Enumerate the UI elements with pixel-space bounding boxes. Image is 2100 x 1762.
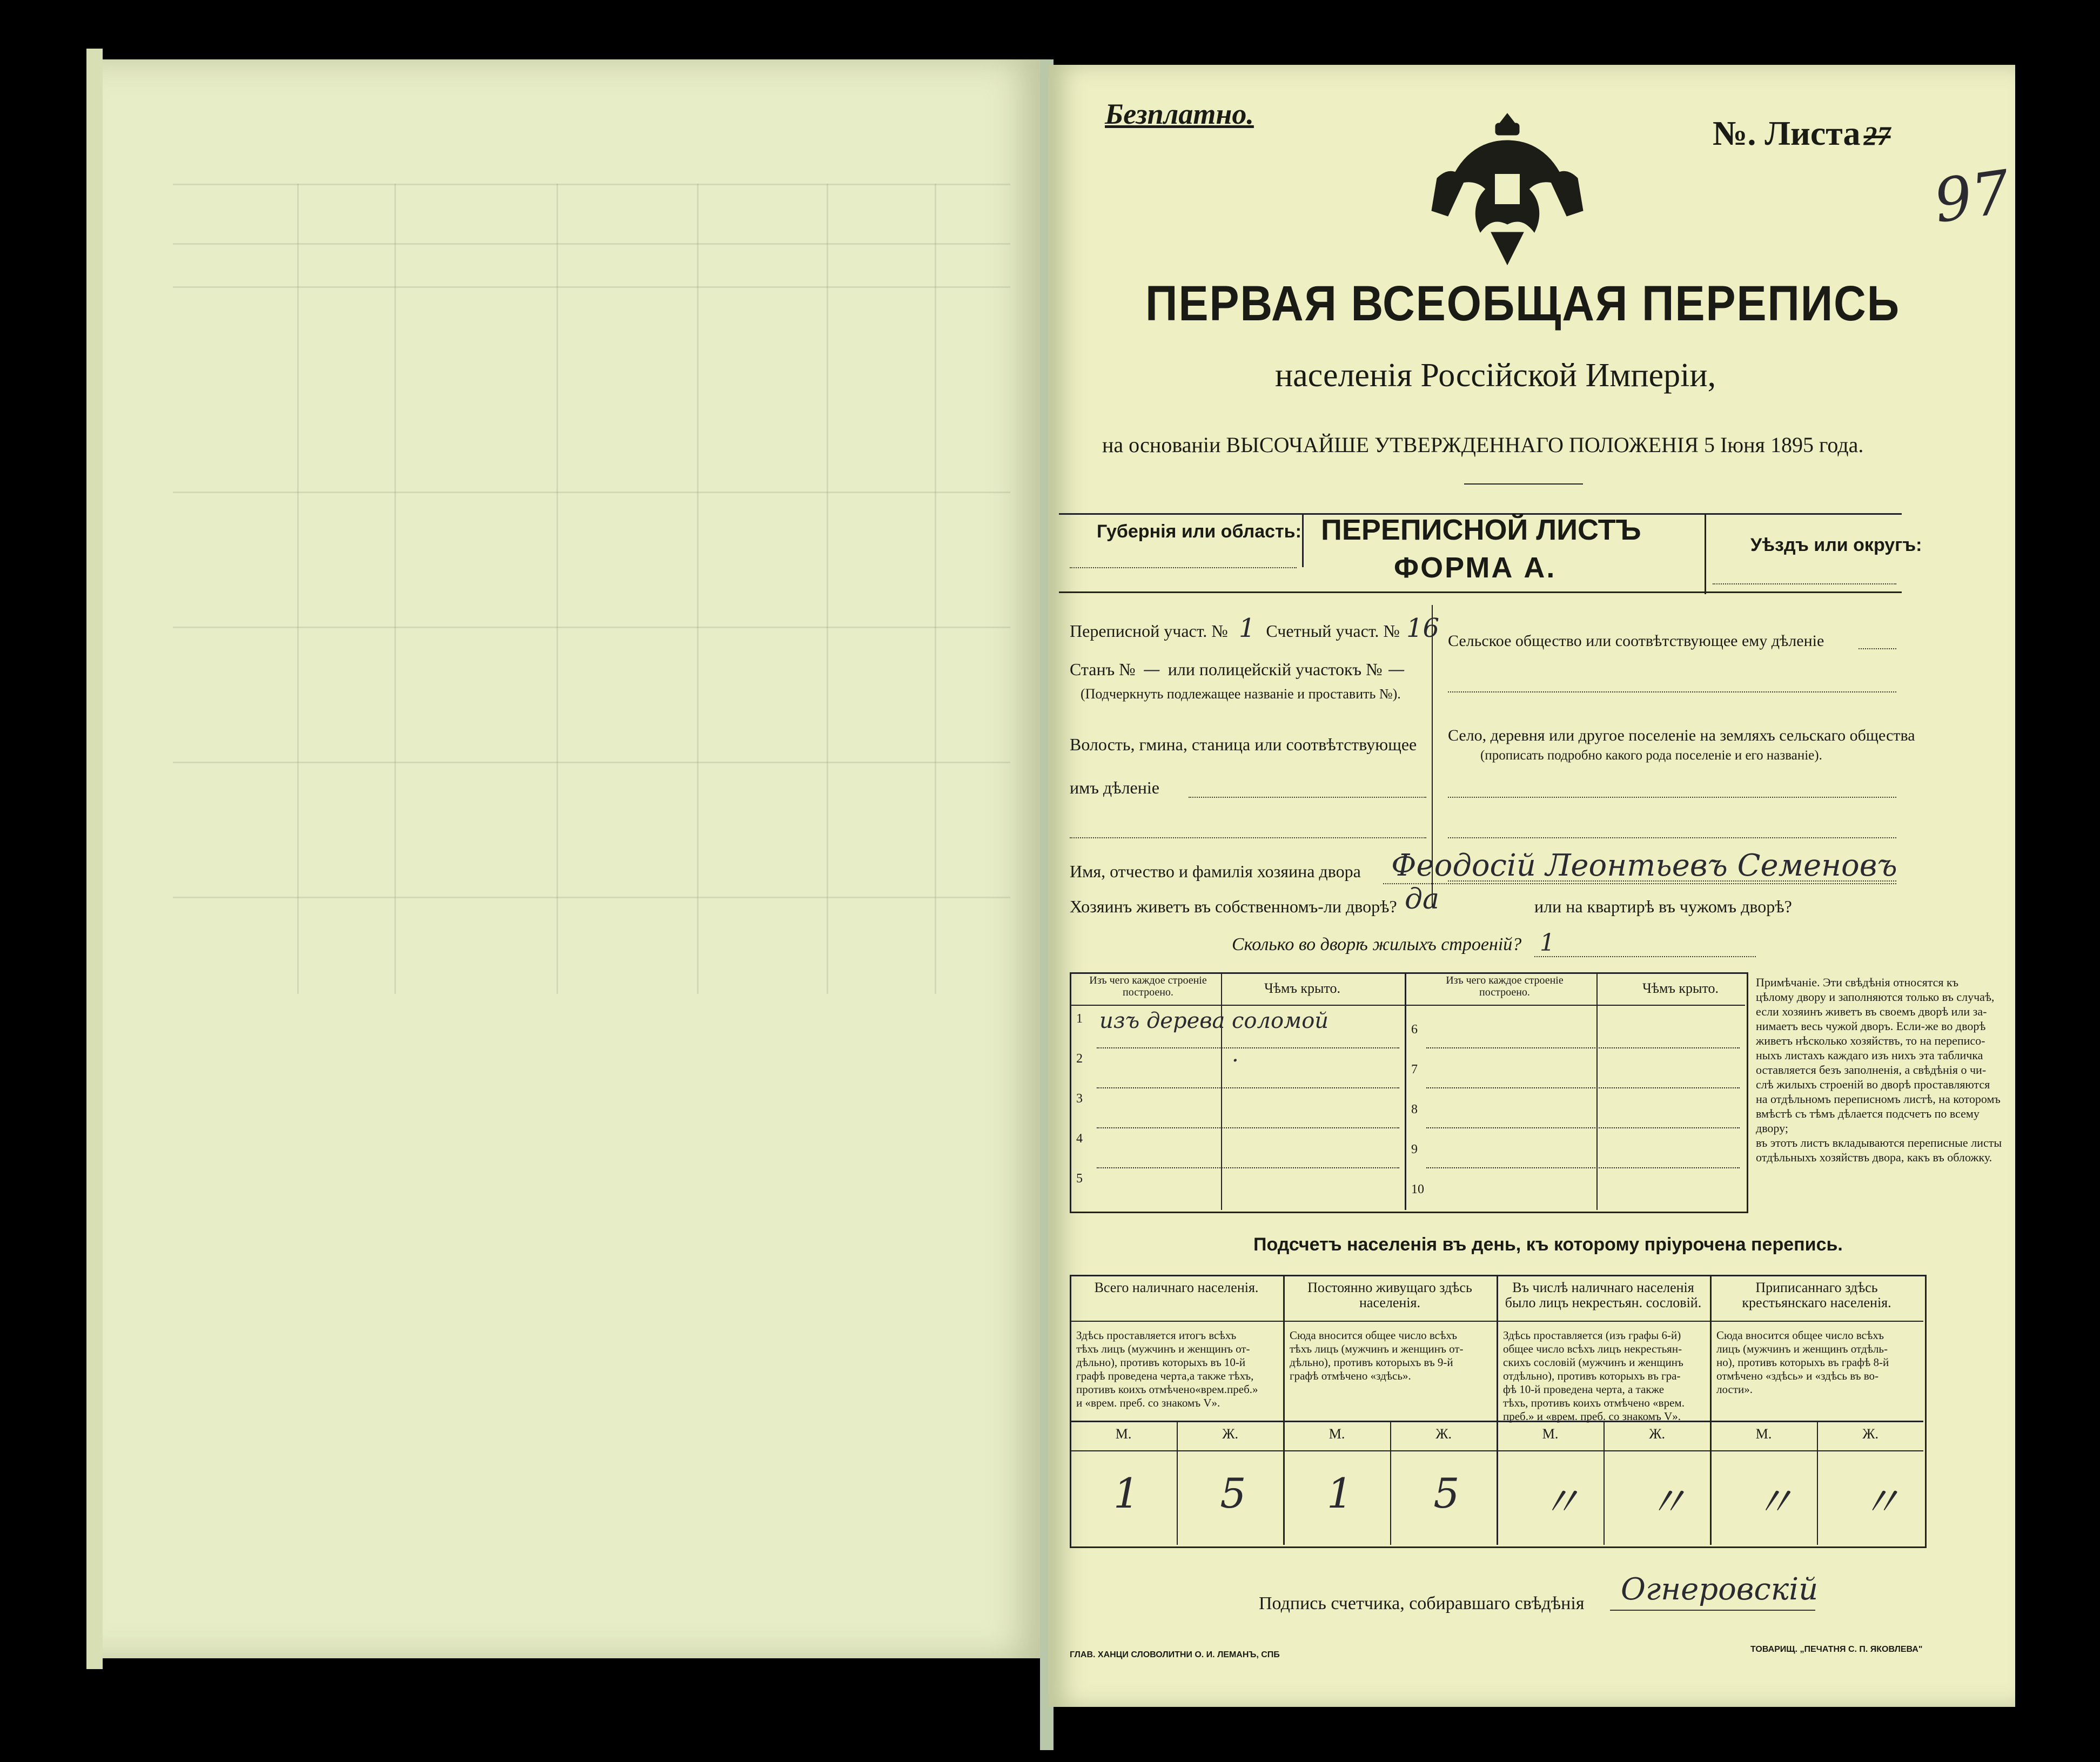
population-col-head: Приписаннаго здѣсь крестьянскаго населенія. <box>1742 1280 1891 1310</box>
census-section-row <box>1070 613 1439 643</box>
ghost-rule <box>697 184 699 994</box>
population-desc-line: тѣхъ лицъ (мужчинъ и женщинъ от- <box>1076 1342 1250 1355</box>
ghost-rule <box>173 627 1010 628</box>
ghost-rule <box>556 184 558 994</box>
ghost-rule <box>827 184 828 994</box>
male-label: М. <box>1115 1426 1132 1442</box>
male-count[interactable]: 〃 <box>1540 1478 1581 1526</box>
settlement-note: (прописать подробно какого рода поселеніе и его названіе). <box>1480 748 1822 763</box>
sheet-number-handwritten: 97 <box>1929 157 2015 237</box>
population-desc-line: фѣ 10-й проведена черта, а также <box>1503 1383 1665 1396</box>
population-table <box>1070 1275 1927 1548</box>
population-desc-line: графѣ отмѣчено «здѣсь». <box>1290 1369 1411 1382</box>
population-desc-line: отдѣльно), противъ которыхъ въ гра- <box>1503 1369 1681 1382</box>
col-roof-header: Чѣмъ крыто. <box>1264 980 1341 996</box>
female-count[interactable]: 5 <box>1220 1469 1246 1517</box>
ornament-divider <box>1464 483 1583 485</box>
col-material-header: Изъ чего каждое строеніе построено. <box>1089 974 1207 998</box>
population-col-rule <box>1497 1275 1498 1545</box>
sheet-number-prefix: №. Листа <box>1713 114 1861 152</box>
population-desc-line: дѣльно), противъ которыхъ въ 10-й <box>1076 1356 1246 1369</box>
form-subtitle: населенія Россійской Имперіи, <box>1275 357 1716 394</box>
note-line: вмѣстѣ съ тѣмъ дѣлается подсчетъ по всему двору; <box>1756 1107 1980 1135</box>
note-line: Примѣчаніе. Эти свѣдѣнія относятся къ <box>1756 976 1959 989</box>
header-bottom-rule <box>1059 591 1902 593</box>
owner-label: Имя, отчество и фамилія хозяина двора <box>1070 862 1361 881</box>
free-label: Безплатно. <box>1105 98 1254 130</box>
population-desc-line: дѣльно), противъ которыхъ въ 9-й <box>1290 1356 1453 1369</box>
ghost-rule <box>297 184 299 994</box>
header-rule <box>1705 513 1706 594</box>
volost-field[interactable] <box>1189 797 1426 798</box>
owner-name-value[interactable]: Феодосій Леонтьевъ Семеновъ <box>1391 848 1897 883</box>
table-row-rule <box>1426 1047 1740 1048</box>
table-row-rule <box>1097 1127 1399 1128</box>
page-stack-edge <box>86 49 103 1669</box>
note-line: на отдѣльномъ переписномъ листѣ, на которомъ <box>1756 1092 2001 1106</box>
male-count[interactable]: 〃 <box>1753 1478 1795 1526</box>
village-society-label: Сельское общество или соотвѣтствующее ему дѣленіе <box>1448 632 1824 650</box>
population-rule <box>1070 1450 1923 1451</box>
population-col-head: Въ числѣ наличнаго населенія было лицъ некрестьян. сословій. <box>1505 1280 1702 1310</box>
male-label: М. <box>1542 1426 1559 1442</box>
ghost-rule <box>935 184 936 994</box>
population-rule <box>1070 1321 1923 1322</box>
female-label: Ж. <box>1862 1426 1879 1442</box>
building-material[interactable]: изъ дерева <box>1099 1008 1225 1033</box>
building-row-number: 6 <box>1411 1023 1418 1037</box>
ghost-rule <box>173 492 1010 493</box>
building-roof[interactable]: соломой <box>1232 1008 1329 1033</box>
population-desc-line: Здѣсь проставляется (изъ графы 6-й) <box>1503 1329 1681 1342</box>
count-section-label: Счетный участ. № <box>1266 621 1400 641</box>
table-row-rule <box>1426 1087 1740 1088</box>
count-section-value[interactable]: 16 <box>1406 613 1440 643</box>
population-desc-line: тѣхъ лицъ (мужчинъ и женщинъ от- <box>1290 1342 1464 1355</box>
building-row-number: 10 <box>1411 1182 1424 1196</box>
table-rule <box>1221 972 1222 1210</box>
table-row-rule <box>1097 1167 1399 1168</box>
male-label: М. <box>1755 1426 1772 1442</box>
ghost-rule <box>173 897 1010 898</box>
volost-label-1: Волость, гмина, станица или соотвѣтствующее <box>1070 735 1417 754</box>
stan-value[interactable]: — <box>1143 659 1160 680</box>
population-rule <box>1070 1421 1923 1422</box>
building-row-number: 1 <box>1076 1012 1083 1026</box>
village-society-field-2[interactable] <box>1448 691 1896 692</box>
census-form-page <box>1048 65 2015 1707</box>
own-yard-label: Хозяинъ живетъ въ собственномъ-ли дворѣ? <box>1070 897 1397 916</box>
buildings-value[interactable]: 1 <box>1540 929 1555 957</box>
note-line: ныхъ листахъ каждаго изъ нихъ эта табличка <box>1756 1048 1983 1062</box>
form-a-title: ФОРМА А. <box>1394 552 1556 584</box>
population-desc-line: но), противъ которыхъ въ графѣ 8-й <box>1716 1356 1889 1369</box>
building-row-number: 8 <box>1411 1102 1418 1117</box>
owner-name-field <box>1383 883 1896 884</box>
population-mf-rule <box>1177 1421 1178 1545</box>
printer-right: ТОВАРИЩ. „ПЕЧАТНЯ С. П. ЯКОВЛЕВА" <box>1750 1645 1923 1654</box>
female-label: Ж. <box>1222 1426 1239 1442</box>
population-col-desc <box>1290 1329 1490 1383</box>
village-society-field[interactable] <box>1859 648 1896 649</box>
ghost-rule <box>173 762 1010 763</box>
population-desc-line: противъ коихъ отмѣчено«врем.преб.» <box>1076 1383 1258 1396</box>
form-main-title: ПЕРВАЯ ВСЕОБЩАЯ ПЕРЕПИСЬ <box>1145 276 1900 331</box>
population-desc-line: лицъ (мужчинъ и женщинъ отдѣль- <box>1716 1342 1888 1355</box>
stan-label: Станъ № <box>1070 660 1136 679</box>
population-mf-rule <box>1603 1421 1605 1545</box>
volost-field-2[interactable] <box>1070 837 1426 838</box>
stan-row <box>1070 659 1405 680</box>
table-row-rule <box>1426 1127 1740 1128</box>
table-rule <box>1596 972 1598 1210</box>
building-row-number: 9 <box>1411 1142 1418 1156</box>
building-row-number: 4 <box>1076 1132 1083 1146</box>
female-count[interactable]: 〃 <box>1860 1478 1902 1526</box>
table-row-rule <box>1097 1047 1399 1048</box>
population-col-rule <box>1710 1275 1712 1545</box>
male-label: М. <box>1329 1426 1345 1442</box>
population-desc-line: скихъ сословій (мужчинъ и женщинъ <box>1503 1356 1683 1369</box>
population-desc-line: Сюда вносится общее число всѣхъ <box>1290 1329 1457 1342</box>
col-material-header-2: Изъ чего каждое строеніе построено. <box>1446 974 1564 998</box>
building-row-number: 2 <box>1076 1052 1083 1066</box>
own-yard-value[interactable]: да <box>1405 883 1439 916</box>
ghost-rule <box>394 184 396 994</box>
signature-value[interactable]: Огнеровскій <box>1621 1572 1819 1607</box>
buildings-label: Сколько во дворѣ жилыхъ строеній? <box>1232 934 1522 954</box>
note-line: цѣлому двору и заполняются только въ случаѣ, <box>1756 990 1995 1004</box>
sheet-number-label <box>1713 113 1891 153</box>
col-roof-header-2: Чѣмъ крыто. <box>1642 980 1719 996</box>
table-row-rule <box>1426 1167 1740 1168</box>
building-row-number: 7 <box>1411 1062 1418 1077</box>
printer-left: ГЛАВ. ХАНЦИ СЛОВОЛИТНИ О. И. ЛЕМАНЪ, СПБ <box>1070 1650 1280 1659</box>
population-desc-line: отмѣчено «здѣсь» и «здѣсь въ во- <box>1716 1369 1879 1382</box>
population-desc-line: Сюда вносится общее число всѣхъ <box>1716 1329 1884 1342</box>
census-section-label: Переписной участ. № <box>1070 621 1228 641</box>
apartment-label: или на квартирѣ въ чужомъ дворѣ? <box>1534 897 1792 916</box>
building-row-number: 5 <box>1076 1172 1083 1186</box>
note-line: если хозяинъ живетъ въ своемъ дворѣ или за- <box>1756 1005 1987 1018</box>
male-count[interactable]: 1 <box>1326 1469 1353 1517</box>
female-count[interactable]: 5 <box>1433 1469 1460 1517</box>
population-desc-line: общее число всѣхъ лицъ некрестьян- <box>1503 1342 1682 1355</box>
district-label: Уѣздъ или округъ: <box>1750 535 1922 555</box>
note-line: слѣ жилыхъ строеній во дворѣ проставляются <box>1756 1078 1990 1091</box>
building-row-number: 3 <box>1076 1092 1083 1106</box>
population-mf-rule <box>1390 1421 1391 1545</box>
settlement-field-2[interactable] <box>1448 837 1896 838</box>
census-section-value[interactable]: 1 <box>1238 613 1256 643</box>
population-desc-line: лости». <box>1716 1383 1753 1396</box>
note-line: нимаетъ весь чужой дворъ. Если-же во дворѣ <box>1756 1019 1986 1033</box>
female-count[interactable]: 〃 <box>1647 1478 1688 1526</box>
left-page <box>92 59 1043 1658</box>
note-line: отдѣльныхъ хозяйствъ двора, какъ въ обложку. <box>1756 1151 1992 1164</box>
province-label: Губернія или область: <box>1097 521 1301 542</box>
header-rule <box>1302 513 1304 567</box>
population-title: Подсчетъ населенія въ день, къ которому пріурочена перепись. <box>1253 1234 1843 1255</box>
buildings-field <box>1534 956 1756 957</box>
settlement-label: Село, деревня или другое поселеніе на земляхъ сельскаго общества <box>1448 727 1915 744</box>
note-line: оставляется безъ заполненія, а свѣдѣнія о чи- <box>1756 1063 1987 1077</box>
table-rule <box>1405 972 1406 1210</box>
population-desc-line: тѣхъ, противъ коихъ отмѣчено «врем. <box>1503 1396 1685 1409</box>
population-col-rule <box>1283 1275 1285 1545</box>
female-label: Ж. <box>1435 1426 1452 1442</box>
population-desc-line: Здѣсь проставляется итогъ всѣхъ <box>1076 1329 1237 1342</box>
sheet-title: ПЕРЕПИСНОЙ ЛИСТЪ <box>1321 514 1641 546</box>
table-row-rule <box>1097 1087 1399 1088</box>
settlement-field[interactable] <box>1448 797 1896 798</box>
underline-note: (Подчеркнуть подлежащее названіе и проставить №). <box>1081 686 1401 702</box>
population-desc-line: графѣ проведена черта,а также тѣхъ, <box>1076 1369 1254 1382</box>
sheet-number-struck: 27 <box>1863 120 1891 151</box>
volost-label-2: имъ дѣленіе <box>1070 778 1159 797</box>
double-headed-eagle-emblem <box>1426 108 1588 270</box>
population-col-head: Постоянно живущаго здѣсь населенія. <box>1307 1280 1472 1310</box>
population-col-desc <box>1076 1329 1277 1410</box>
province-field[interactable] <box>1070 567 1297 568</box>
population-mf-rule <box>1817 1421 1818 1545</box>
female-label: Ж. <box>1649 1426 1666 1442</box>
police-label: или полицейскій участокъ № <box>1168 660 1383 679</box>
population-col-desc <box>1503 1329 1703 1423</box>
population-desc-line: преб.» и «врем. преб. со знакомъ V». <box>1503 1410 1681 1423</box>
note-line: въ этотъ листъ вкладываются переписные листы <box>1756 1136 2002 1149</box>
form-basis-line: на основаніи ВЫСОЧАЙШЕ УТВЕРЖДЕННАГО ПОЛОЖЕНІЯ 5 Іюня 1895 года. <box>1102 433 1864 457</box>
signature-line <box>1610 1610 1815 1611</box>
building-roof[interactable]: · <box>1232 1048 1239 1073</box>
male-count[interactable]: 1 <box>1113 1469 1140 1517</box>
police-value[interactable]: — <box>1387 659 1405 680</box>
population-desc-line: и «врем. преб. со знакомъ V». <box>1076 1396 1220 1409</box>
population-col-desc <box>1716 1329 1917 1396</box>
population-col-head: Всего наличнаго населенія. <box>1094 1280 1259 1295</box>
signature-label: Подпись счетчика, собиравшаго свѣдѣнія <box>1259 1593 1585 1613</box>
note-line: живетъ нѣсколько хозяйствъ, то на переписо- <box>1756 1034 1985 1047</box>
table-rule <box>1070 1005 1745 1006</box>
district-field[interactable] <box>1713 583 1896 584</box>
note-block <box>1756 975 2010 1165</box>
